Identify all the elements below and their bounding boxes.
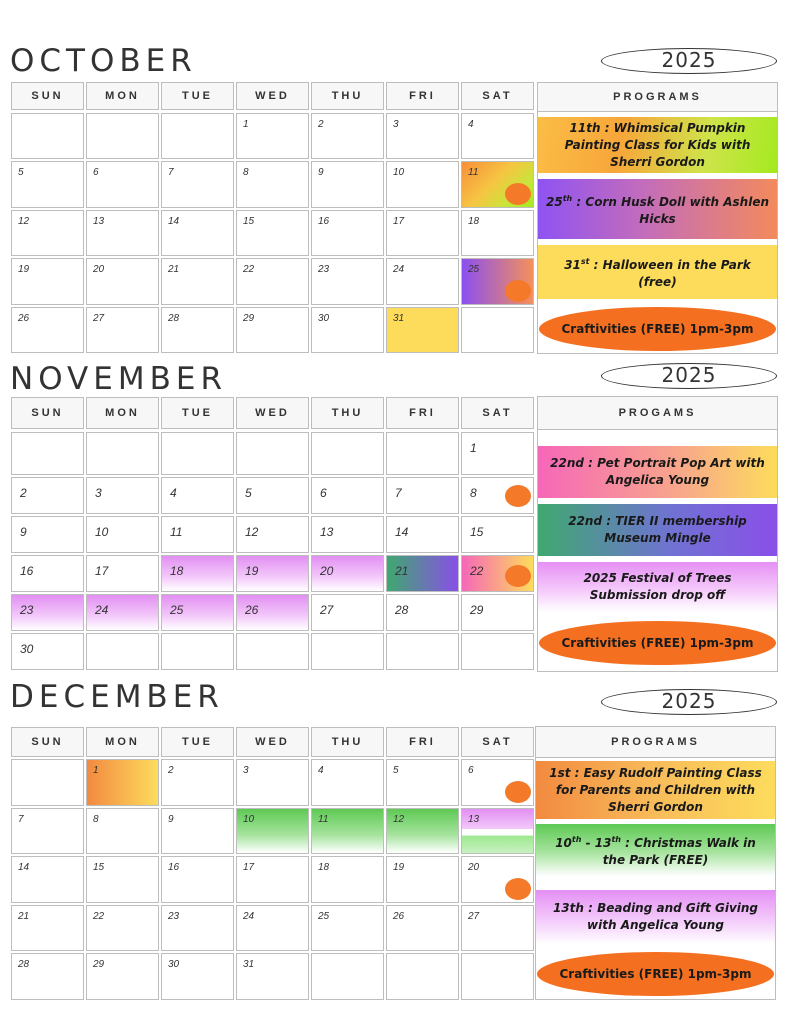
day-cell-highlighted[interactable] (461, 258, 534, 304)
day-number: 12 (18, 215, 30, 227)
day-number: 23 (20, 603, 34, 617)
day-cell[interactable] (386, 953, 459, 1000)
day-cell-highlighted[interactable] (11, 594, 84, 631)
day-cell-highlighted[interactable] (311, 555, 384, 592)
day-cell[interactable] (11, 808, 84, 855)
day-cell[interactable] (161, 516, 234, 553)
day-number: 13 (468, 813, 480, 825)
day-cell[interactable] (461, 210, 534, 256)
program-text: : Easy Rudolf Painting Class for Parents and Children with Sherri Gordon (555, 765, 762, 814)
program-pumpkin-painting[interactable] (538, 117, 777, 173)
weekday-sat: SAT (461, 727, 534, 757)
day-number: 2 (20, 486, 27, 500)
day-cell[interactable] (161, 161, 234, 207)
day-number: 17 (393, 215, 405, 227)
day-cell[interactable] (461, 516, 534, 553)
day-cell[interactable] (311, 516, 384, 553)
day-number: 4 (170, 486, 177, 500)
day-number: 25 (468, 264, 480, 276)
weekday-sat: SAT (461, 82, 534, 110)
day-cell[interactable] (86, 808, 159, 855)
day-number: 28 (18, 959, 30, 971)
day-number: 29 (470, 603, 484, 617)
day-grid-october (10, 112, 535, 354)
day-cell[interactable] (86, 516, 159, 553)
program-text: : Beading and Gift Giving with Angelica Young (583, 901, 759, 932)
year-badge-october: 2025 (601, 48, 777, 74)
year-badge-december: 2025 (601, 689, 777, 715)
day-cell[interactable] (461, 953, 534, 1000)
craftivities-dot-icon (505, 565, 531, 587)
program-date: 1st (549, 765, 571, 780)
day-grid-november (10, 431, 535, 671)
day-cell[interactable] (161, 633, 234, 670)
day-cell[interactable] (386, 210, 459, 256)
day-cell[interactable] (86, 555, 159, 592)
day-cell[interactable] (86, 856, 159, 903)
day-cell[interactable] (161, 258, 234, 304)
program-pet-portrait[interactable] (538, 446, 777, 498)
day-cell[interactable] (461, 113, 534, 159)
day-number: 3 (243, 765, 249, 776)
weekday-sun: SUN (11, 82, 84, 110)
day-number: 20 (93, 264, 105, 276)
program-date-suffix: th (571, 835, 582, 844)
day-cell[interactable] (236, 953, 309, 1000)
program-rudolf-painting[interactable] (536, 761, 775, 819)
day-number: 6 (320, 486, 327, 500)
day-cell[interactable] (311, 856, 384, 903)
craftivities-badge-november[interactable] (538, 620, 777, 666)
day-cell[interactable] (461, 477, 534, 514)
weekday-tue: TUE (161, 82, 234, 110)
day-number: 21 (18, 910, 30, 922)
day-cell[interactable] (11, 633, 84, 670)
day-cell-highlighted[interactable] (461, 808, 534, 855)
day-cell-highlighted[interactable] (86, 594, 159, 631)
day-number: 26 (18, 312, 30, 324)
program-text: 2025 Festival of Trees Submission drop off (583, 571, 732, 602)
day-cell[interactable] (236, 477, 309, 514)
day-number: 15 (470, 525, 484, 539)
day-cell[interactable] (461, 905, 534, 952)
day-cell-highlighted[interactable] (311, 808, 384, 855)
day-number: 27 (468, 910, 480, 922)
weekday-fri: FRI (386, 82, 459, 110)
day-cell-highlighted[interactable] (236, 594, 309, 631)
day-cell[interactable] (86, 307, 159, 353)
day-cell[interactable] (161, 808, 234, 855)
day-cell[interactable] (236, 161, 309, 207)
day-cell-highlighted[interactable] (386, 555, 459, 592)
day-cell[interactable] (11, 210, 84, 256)
day-cell[interactable] (236, 432, 309, 475)
program-date: 13th (552, 901, 584, 915)
programs-column-december (535, 758, 776, 1000)
craftivities-badge-december[interactable] (536, 950, 775, 998)
day-number: 7 (168, 167, 174, 179)
day-cell[interactable] (11, 555, 84, 592)
weekday-wed: WED (236, 397, 309, 429)
day-cell[interactable] (236, 307, 309, 353)
day-cell[interactable] (386, 516, 459, 553)
day-cell[interactable] (311, 594, 384, 631)
day-cell[interactable] (311, 307, 384, 353)
weekday-mon: MON (86, 397, 159, 429)
day-number: 5 (393, 765, 399, 776)
day-cell[interactable] (86, 258, 159, 304)
day-cell[interactable] (386, 759, 459, 806)
day-number: 30 (20, 642, 34, 656)
day-number: 2 (318, 119, 324, 130)
day-number: 27 (93, 312, 105, 324)
weekday-tue: TUE (161, 397, 234, 429)
program-christmas-walk[interactable] (536, 824, 775, 876)
day-number: 4 (318, 765, 324, 776)
day-cell-highlighted[interactable] (86, 759, 159, 806)
weekday-fri: FRI (386, 727, 459, 757)
day-grid-december (10, 758, 535, 1001)
weekday-header-december (10, 726, 535, 758)
day-cell[interactable] (311, 953, 384, 1000)
day-number: 15 (243, 215, 255, 227)
day-cell[interactable] (86, 210, 159, 256)
day-cell[interactable] (236, 210, 309, 256)
day-number: 2 (168, 765, 174, 776)
day-cell[interactable] (386, 905, 459, 952)
day-cell[interactable] (11, 161, 84, 207)
day-number: 18 (318, 862, 330, 874)
day-number: 17 (243, 862, 255, 874)
day-cell[interactable] (311, 759, 384, 806)
month-title-december: DECEMBER (10, 679, 224, 715)
craftivities-badge-october[interactable] (538, 306, 777, 352)
weekday-sun: SUN (11, 727, 84, 757)
weekday-wed: WED (236, 727, 309, 757)
day-cell-highlighted[interactable] (161, 594, 234, 631)
day-number: 22 (93, 910, 105, 922)
day-cell[interactable] (11, 856, 84, 903)
day-number: 5 (245, 486, 252, 500)
craftivities-dot-icon (505, 878, 531, 900)
program-text: : Corn Husk Doll with Ashlen Hicks (572, 195, 769, 226)
weekday-header-november (10, 396, 535, 430)
program-halloween[interactable] (538, 245, 777, 299)
day-number: 17 (95, 564, 109, 578)
day-number: 25 (170, 603, 184, 617)
day-cell-highlighted[interactable] (461, 555, 534, 592)
program-date: 25 (546, 195, 563, 209)
program-beading-gift-giving[interactable] (536, 890, 775, 944)
day-cell[interactable] (386, 477, 459, 514)
day-cell[interactable] (236, 905, 309, 952)
weekday-header-october (10, 81, 535, 111)
day-number: 30 (168, 959, 180, 971)
day-number: 11 (170, 525, 183, 539)
day-cell[interactable] (11, 113, 84, 159)
day-number: 16 (168, 862, 180, 874)
day-cell[interactable] (11, 307, 84, 353)
day-number: 29 (243, 312, 255, 324)
day-cell[interactable] (461, 594, 534, 631)
day-cell[interactable] (311, 432, 384, 475)
day-cell-highlighted[interactable] (386, 307, 459, 353)
day-number: 28 (395, 603, 409, 617)
day-number: 7 (395, 486, 402, 500)
day-number: 13 (93, 215, 105, 227)
program-text: : Halloween in the Park (free) (589, 258, 751, 289)
day-cell[interactable] (161, 307, 234, 353)
day-cell-highlighted[interactable] (236, 808, 309, 855)
program-date-suffix: st (580, 257, 590, 266)
day-number: 15 (93, 862, 105, 874)
day-number: 4 (468, 119, 474, 130)
program-date: 22nd (568, 514, 603, 528)
day-cell[interactable] (86, 477, 159, 514)
day-number: 21 (395, 564, 409, 578)
day-number: 11 (318, 813, 329, 825)
day-number: 18 (170, 564, 184, 578)
day-cell[interactable] (461, 307, 534, 353)
craftivities-dot-icon (505, 280, 531, 302)
day-number: 20 (320, 564, 334, 578)
day-number: 19 (18, 264, 30, 276)
day-number: 23 (168, 910, 180, 922)
day-cell[interactable] (161, 953, 234, 1000)
craftivities-label: Craftivities (FREE) 1pm-3pm (539, 307, 776, 351)
day-cell[interactable] (461, 759, 534, 806)
program-text: : Christmas Walk in the Park (FREE) (602, 836, 756, 867)
day-cell[interactable] (386, 161, 459, 207)
day-number: 31 (243, 959, 255, 971)
day-cell[interactable] (11, 432, 84, 475)
program-date: 10 (555, 836, 572, 850)
day-number: 14 (395, 525, 409, 539)
day-number: 16 (318, 215, 330, 227)
day-cell[interactable] (161, 432, 234, 475)
day-number: 1 (470, 441, 477, 455)
day-number: 26 (245, 603, 259, 617)
day-number: 8 (470, 486, 477, 500)
day-number: 10 (243, 813, 255, 825)
day-number: 20 (468, 862, 480, 874)
craftivities-label: Craftivities (FREE) 1pm-3pm (539, 621, 776, 665)
day-cell[interactable] (311, 258, 384, 304)
day-number: 29 (93, 959, 105, 971)
program-corn-husk-doll[interactable] (538, 179, 777, 239)
day-cell-highlighted[interactable] (236, 555, 309, 592)
day-cell-highlighted[interactable] (461, 161, 534, 207)
day-number: 1 (243, 119, 249, 130)
day-number: 30 (318, 312, 330, 324)
day-number: 12 (245, 525, 259, 539)
day-number: 24 (393, 264, 405, 276)
weekday-mon: MON (86, 727, 159, 757)
weekday-sun: SUN (11, 397, 84, 429)
day-number: 25 (318, 910, 330, 922)
day-cell[interactable] (161, 905, 234, 952)
program-text: : Whimsical Pumpkin Painting Class for Kids with Sherri Gordon (564, 120, 751, 169)
day-number: 10 (393, 167, 405, 179)
day-cell[interactable] (11, 258, 84, 304)
programs-header-october: PROGRAMS (537, 82, 778, 112)
craftivities-dot-icon (505, 485, 531, 507)
day-cell[interactable] (11, 759, 84, 806)
day-cell[interactable] (86, 161, 159, 207)
day-cell[interactable] (386, 594, 459, 631)
weekday-mon: MON (86, 82, 159, 110)
program-date: 11th (569, 120, 601, 135)
day-number: 3 (393, 119, 399, 130)
weekday-sat: SAT (461, 397, 534, 429)
year-badge-november: 2025 (601, 363, 777, 389)
day-cell-highlighted[interactable] (386, 808, 459, 855)
day-cell[interactable] (386, 432, 459, 475)
day-cell[interactable] (236, 258, 309, 304)
program-text: : Pet Portrait Pop Art with Angelica Young (584, 456, 765, 487)
day-cell[interactable] (161, 477, 234, 514)
craftivities-dot-icon (505, 183, 531, 205)
programs-column-november (537, 430, 778, 672)
weekday-wed: WED (236, 82, 309, 110)
day-cell[interactable] (236, 516, 309, 553)
day-number: 1 (93, 765, 99, 776)
program-text: : TIER II membership Museum Mingle (602, 514, 747, 545)
day-cell[interactable] (86, 432, 159, 475)
month-title-october: OCTOBER (10, 43, 197, 79)
weekday-fri: FRI (386, 397, 459, 429)
day-number: 23 (318, 264, 330, 276)
day-number: 19 (245, 564, 259, 578)
day-cell[interactable] (161, 856, 234, 903)
day-number: 28 (168, 312, 180, 324)
day-cell[interactable] (461, 432, 534, 475)
day-cell[interactable] (11, 516, 84, 553)
day-cell[interactable] (311, 905, 384, 952)
program-date: 31 (564, 258, 581, 272)
day-number: 7 (18, 813, 24, 825)
program-date-suffix: th (562, 194, 573, 203)
day-number: 14 (168, 215, 180, 227)
day-cell[interactable] (236, 633, 309, 670)
day-number: 13 (320, 525, 334, 539)
month-title-november: NOVEMBER (10, 361, 227, 397)
craftivities-label: Craftivities (FREE) 1pm-3pm (537, 952, 774, 996)
craftivities-dot-icon (505, 781, 531, 803)
day-cell[interactable] (11, 953, 84, 1000)
day-number: 6 (93, 167, 99, 179)
day-cell[interactable] (386, 856, 459, 903)
day-number: 16 (20, 564, 34, 578)
day-number: 27 (320, 603, 334, 617)
program-museum-mingle[interactable] (538, 504, 777, 556)
day-cell[interactable] (161, 113, 234, 159)
weekday-thu: THU (311, 82, 384, 110)
day-number: 8 (243, 167, 249, 179)
day-number: 22 (243, 264, 255, 276)
weekday-tue: TUE (161, 727, 234, 757)
day-number: 26 (393, 910, 405, 922)
day-cell[interactable] (86, 953, 159, 1000)
day-cell[interactable] (236, 856, 309, 903)
day-cell[interactable] (236, 759, 309, 806)
program-date-range: - 13 (581, 836, 612, 850)
day-number: 19 (393, 862, 405, 874)
day-cell[interactable] (386, 258, 459, 304)
day-number: 18 (468, 215, 480, 227)
day-number: 10 (95, 525, 109, 539)
day-cell[interactable] (311, 113, 384, 159)
day-cell[interactable] (11, 905, 84, 952)
day-cell[interactable] (461, 856, 534, 903)
day-cell[interactable] (311, 210, 384, 256)
day-cell[interactable] (311, 161, 384, 207)
day-number: 3 (95, 486, 102, 500)
day-cell[interactable] (11, 477, 84, 514)
day-cell[interactable] (236, 113, 309, 159)
day-cell[interactable] (86, 633, 159, 670)
day-number: 11 (468, 167, 479, 179)
program-date: 22nd (550, 456, 584, 470)
day-number: 24 (95, 603, 109, 617)
day-number: 21 (168, 264, 180, 276)
day-cell[interactable] (161, 759, 234, 806)
program-festival-of-trees[interactable] (538, 562, 777, 612)
day-number: 31 (393, 312, 405, 324)
program-date-suffix: th (611, 835, 621, 844)
day-number: 24 (243, 910, 255, 922)
weekday-thu: THU (311, 727, 384, 757)
day-cell[interactable] (86, 113, 159, 159)
day-number: 22 (470, 564, 484, 578)
day-cell[interactable] (311, 477, 384, 514)
day-cell[interactable] (86, 905, 159, 952)
day-number: 8 (93, 813, 99, 825)
day-cell-highlighted[interactable] (161, 555, 234, 592)
weekday-thu: THU (311, 397, 384, 429)
day-number: 9 (168, 813, 174, 825)
day-number: 12 (393, 813, 405, 825)
day-cell[interactable] (461, 633, 534, 670)
day-number: 5 (18, 167, 24, 179)
day-number: 9 (20, 525, 27, 539)
programs-header-november: PROGAMS (537, 396, 778, 430)
day-number: 6 (468, 765, 474, 776)
day-cell[interactable] (386, 113, 459, 159)
programs-header-december: PROGRAMS (535, 726, 776, 758)
day-cell[interactable] (311, 633, 384, 670)
day-number: 9 (318, 167, 324, 179)
day-cell[interactable] (161, 210, 234, 256)
day-cell[interactable] (386, 633, 459, 670)
day-number: 14 (18, 862, 30, 874)
programs-column-october (537, 112, 778, 354)
